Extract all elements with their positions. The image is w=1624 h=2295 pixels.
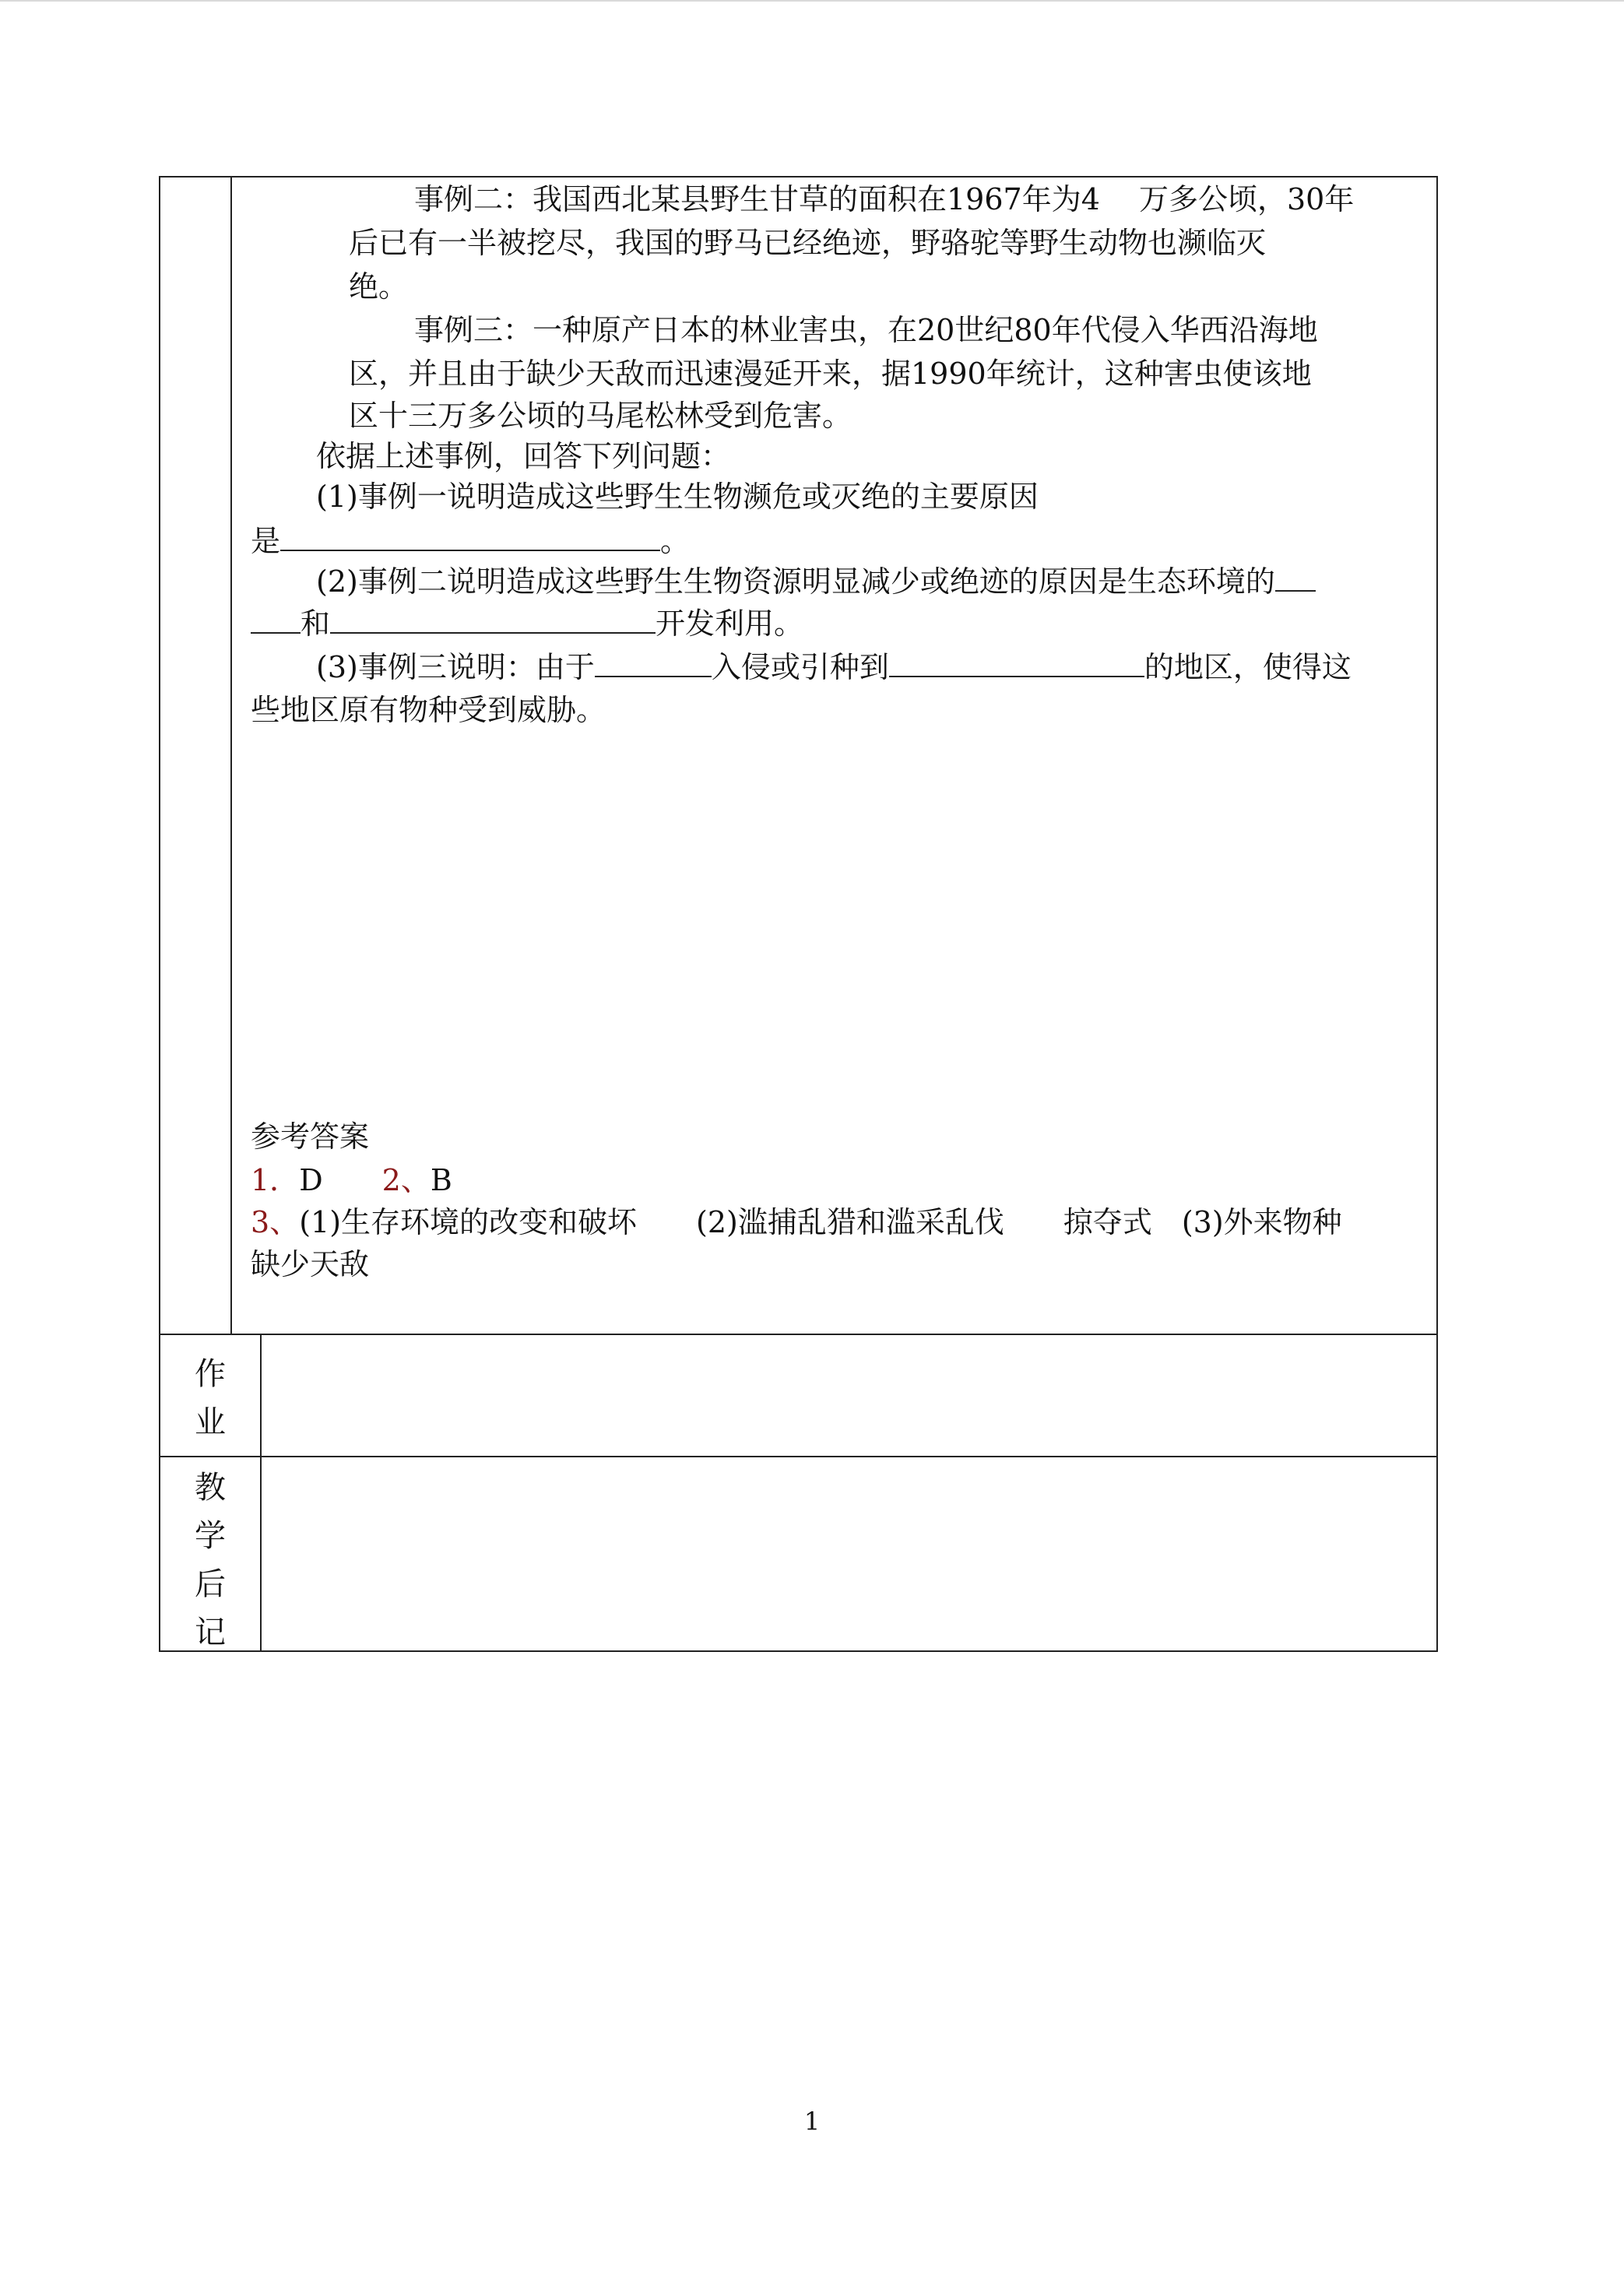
case2-line2: 后已有一半被挖尽，我国的野马已经绝迹，野骆驼等野生动物也濒临灭 bbox=[349, 226, 1267, 260]
table-divider-bottom bbox=[260, 1334, 262, 1650]
question-1-blank[interactable] bbox=[280, 520, 660, 551]
case3-line1: 事例三：一种原产日本的林业害虫，在20世纪80年代侵入华西沿海地 bbox=[414, 313, 1318, 347]
answer-2-number: 2、 bbox=[381, 1163, 431, 1197]
question-2-text: (2)事例二说明造成这些野生生物资源明显减少或绝迹的原因是生态环境的 bbox=[316, 564, 1275, 599]
question-3-end: 的地区，使得这 bbox=[1144, 650, 1352, 684]
case2-line3: 绝。 bbox=[349, 269, 409, 304]
reflection-label-char-1: 教 bbox=[195, 1470, 226, 1506]
table-row-divider-1 bbox=[160, 1334, 1436, 1335]
reflection-label-char-3: 后 bbox=[195, 1566, 226, 1602]
homework-label bbox=[187, 1350, 234, 1446]
answer-3-number: 3、 bbox=[251, 1205, 300, 1239]
question-1-text: (1)事例一说明造成这些野生生物濒危或灭绝的主要原因 bbox=[316, 480, 1039, 514]
table-row-divider-2 bbox=[160, 1456, 1436, 1457]
answers-heading: 参考答案 bbox=[251, 1119, 370, 1154]
homework-label-char-1: 作 bbox=[195, 1356, 226, 1392]
homework-label-char-2: 业 bbox=[195, 1404, 226, 1440]
answers-line-1 bbox=[251, 1160, 452, 1200]
question-2-end: 开发利用。 bbox=[656, 606, 804, 641]
question-2-mid: 和 bbox=[301, 606, 331, 641]
question-2-answer-line bbox=[251, 603, 803, 644]
answer-2-value: B bbox=[430, 1163, 452, 1197]
question-1-lead: 是 bbox=[251, 524, 281, 558]
question-3-line bbox=[316, 646, 1352, 687]
question-3-start: (3)事例三说明：由于 bbox=[316, 650, 595, 684]
question-3-blank-2[interactable] bbox=[889, 646, 1144, 677]
question-1-answer-line bbox=[251, 520, 690, 561]
answers-line-3 bbox=[251, 1202, 1342, 1242]
case3-line2: 区，并且由于缺少天敌而迅速漫延开来，据1990年统计，这种害虫使该地 bbox=[349, 357, 1312, 391]
question-2-text-line bbox=[316, 561, 1316, 602]
case2-line1: 事例二：我国西北某县野生甘草的面积在1967年为4 万多公顷，30年 bbox=[414, 182, 1355, 216]
page-number: 1 bbox=[803, 2107, 821, 2136]
page-top-border bbox=[0, 0, 1624, 2]
question-2-blank-1a[interactable] bbox=[1275, 561, 1316, 592]
case3-line3: 区十三万多公顷的马尾松林受到危害。 bbox=[349, 399, 852, 433]
reflection-label bbox=[187, 1464, 234, 1657]
question-3-blank-1[interactable] bbox=[595, 646, 712, 677]
answer-3-text: (1)生存环境的改变和破坏 (2)滥捕乱猎和滥采乱伐 掠夺式 (3)外来物种 bbox=[299, 1205, 1342, 1239]
question-prompt: 依据上述事例，回答下列问题： bbox=[316, 439, 731, 473]
reflection-label-char-2: 学 bbox=[195, 1518, 226, 1554]
table-divider-left bbox=[230, 177, 232, 1334]
question-2-blank-2[interactable] bbox=[330, 603, 656, 634]
answers-line-3b: 缺少天敌 bbox=[251, 1247, 370, 1281]
answer-1-value: D bbox=[299, 1163, 323, 1197]
question-1-end: 。 bbox=[660, 524, 691, 558]
question-3-mid: 入侵或引种到 bbox=[711, 650, 889, 684]
answer-1-number: 1． bbox=[251, 1163, 300, 1197]
question-3-line2: 些地区原有物种受到威胁。 bbox=[251, 693, 606, 727]
question-2-blank-1b[interactable] bbox=[251, 603, 301, 634]
reflection-label-char-4: 记 bbox=[195, 1615, 226, 1650]
